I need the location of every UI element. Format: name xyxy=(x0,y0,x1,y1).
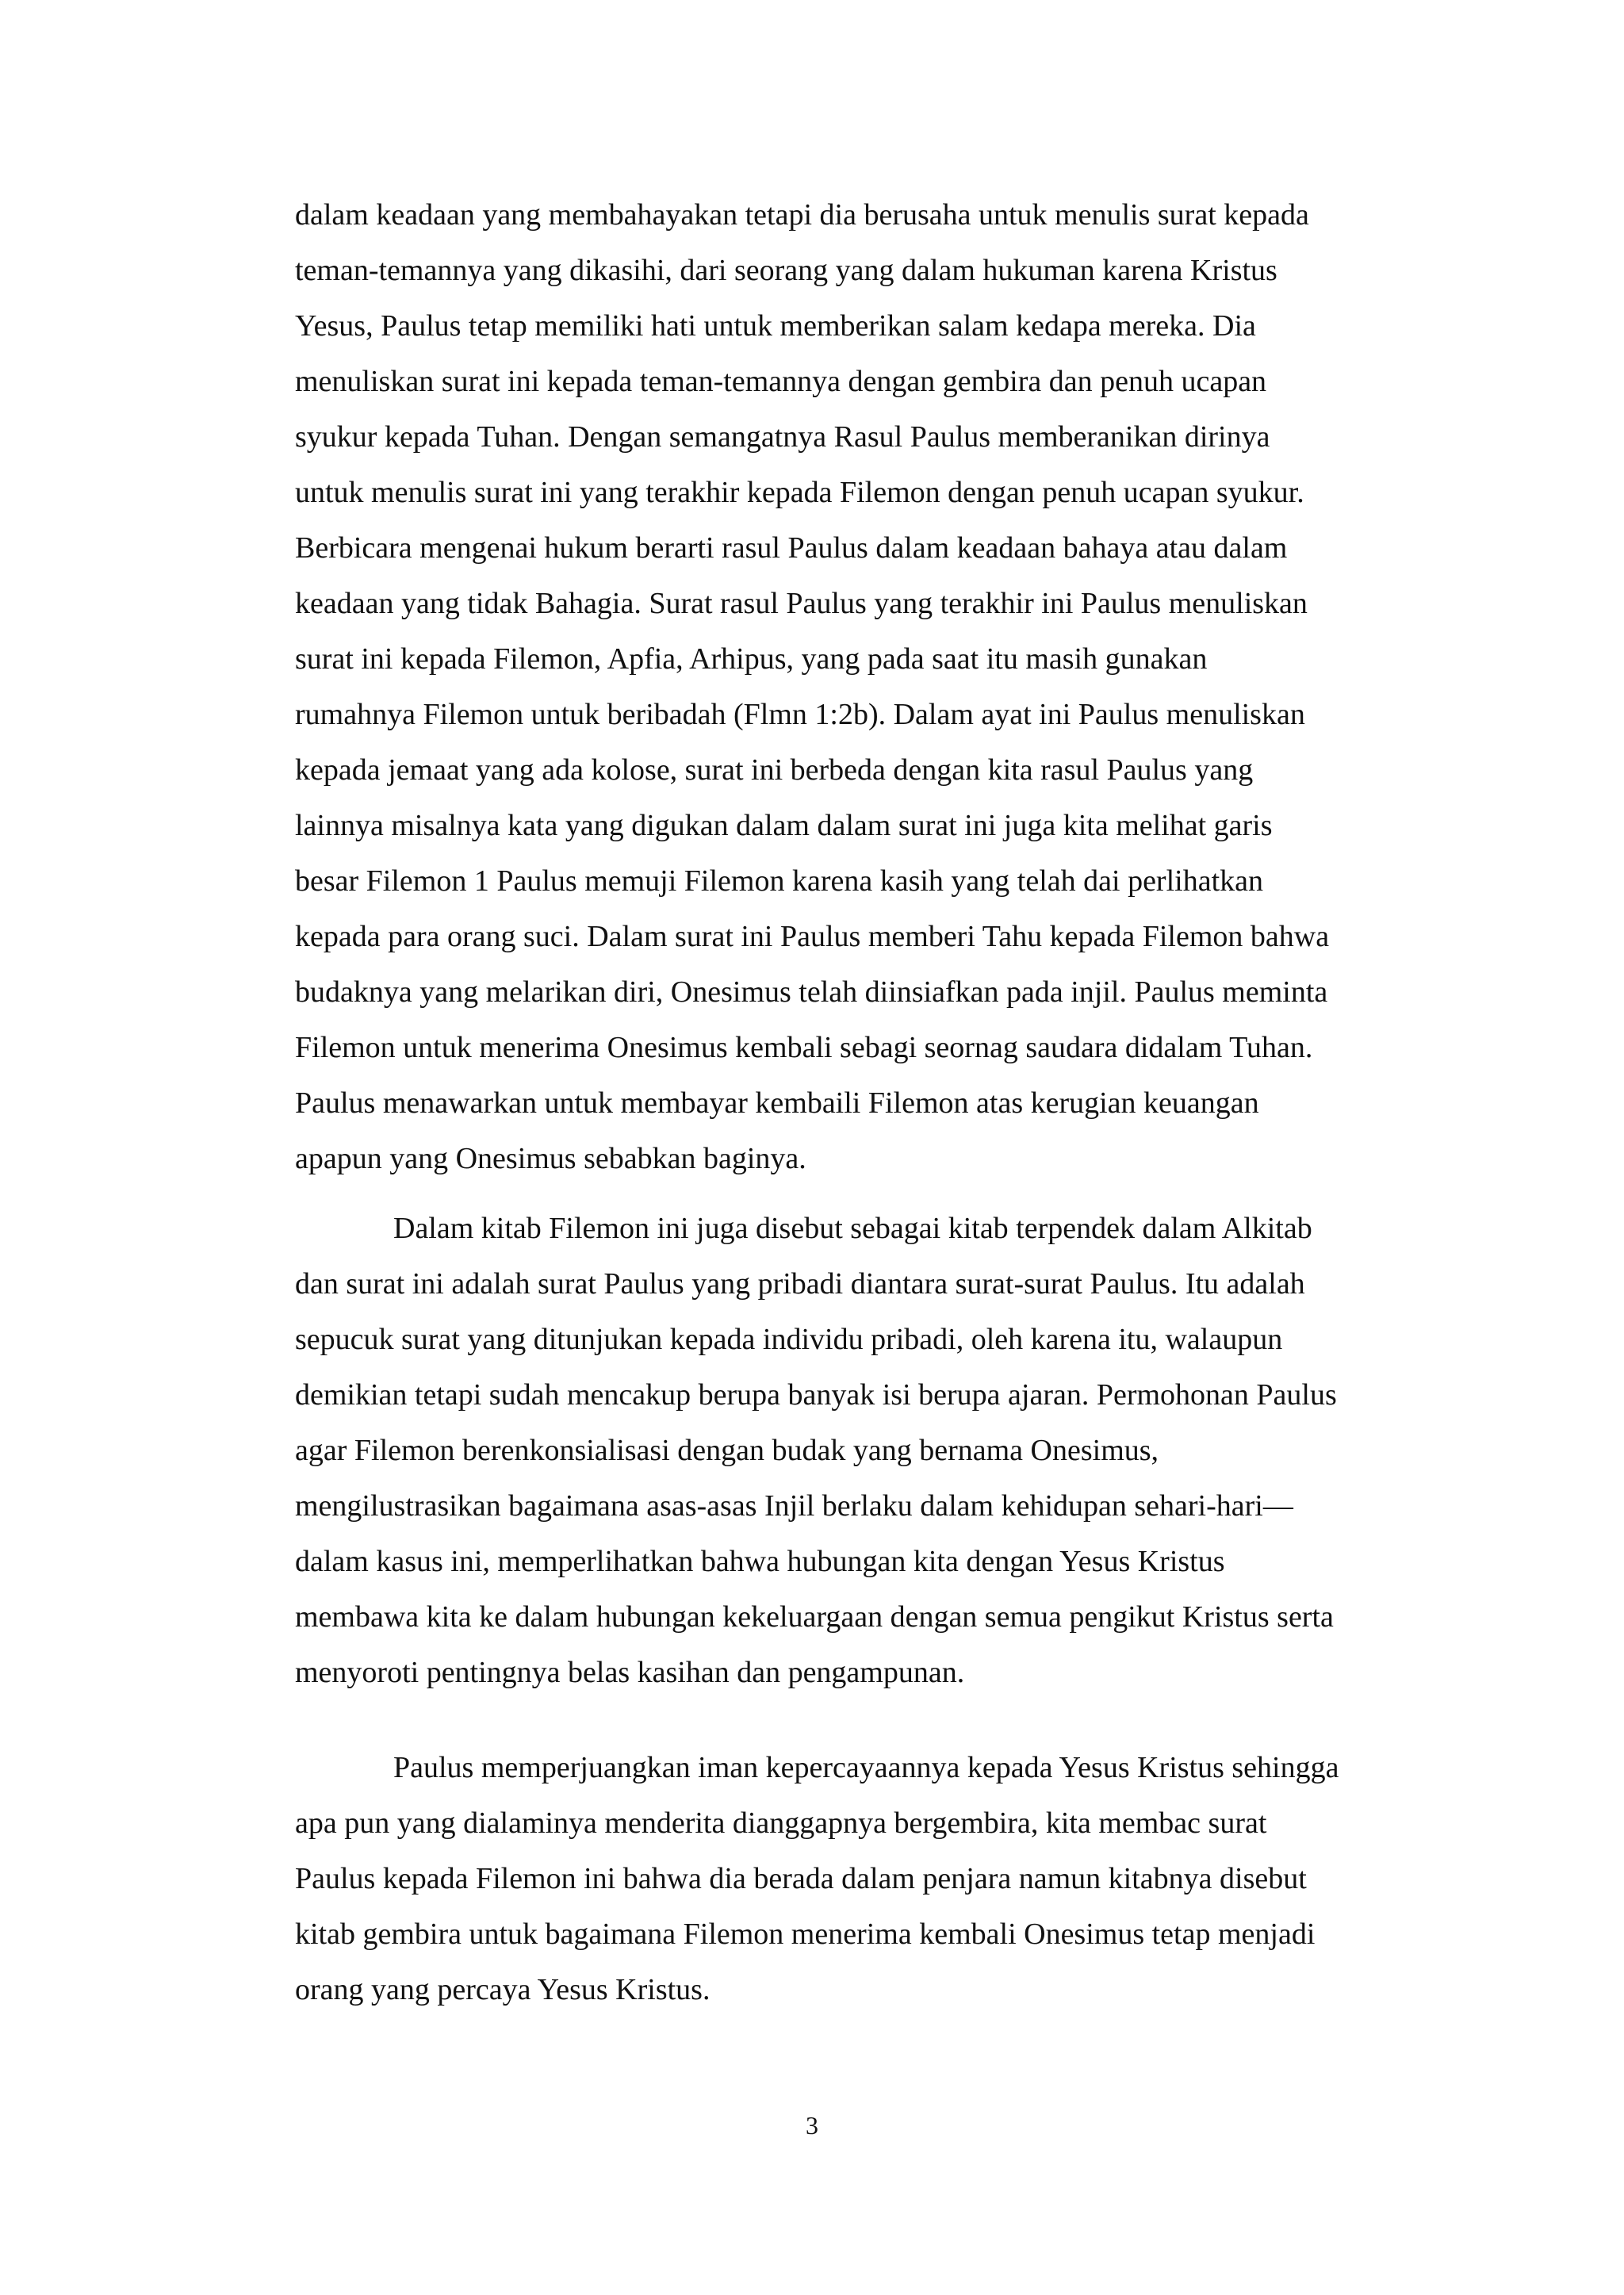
paragraph-3 xyxy=(295,1740,1421,2017)
paragraph-line: kitab gembira untuk bagaimana Filemon menerima kembali Onesimus tetap menjadi xyxy=(295,1918,1316,1951)
paragraph-line: apapun yang Onesimus sebabkan baginya. xyxy=(295,1142,806,1175)
paragraph-line: Paulus menawarkan untuk membayar kembaili Filemon atas kerugian keuangan xyxy=(295,1086,1259,1120)
paragraph-line: rumahnya Filemon untuk beribadah (Flmn 1:2b). Dalam ayat ini Paulus menuliskan xyxy=(295,698,1305,731)
page-number: 3 xyxy=(806,2111,818,2140)
paragraph-line: Dalam kitab Filemon ini juga disebut sebagai kitab terpendek dalam Alkitab xyxy=(393,1212,1312,1245)
paragraph-line: membawa kita ke dalam hubungan kekeluargaan dengan semua pengikut Kristus serta xyxy=(295,1600,1334,1634)
paragraph-line: agar Filemon berenkonsialisasi dengan budak yang bernama Onesimus, xyxy=(295,1434,1159,1467)
paragraph-line: teman-temannya yang dikasihi, dari seorang yang dalam hukuman karena Kristus xyxy=(295,254,1277,287)
paragraph-1 xyxy=(295,187,1421,1186)
paragraph-line: mengilustrasikan bagaimana asas-asas Injil berlaku dalam kehidupan sehari-hari— xyxy=(295,1489,1293,1523)
paragraph-line: kepada jemaat yang ada kolose, surat ini berbeda dengan kita rasul Paulus yang xyxy=(295,753,1254,787)
paragraph-2 xyxy=(295,1201,1421,1700)
paragraph-line: apa pun yang dialaminya menderita dianggapnya bergembira, kita membac surat xyxy=(295,1806,1267,1840)
paragraph-line: Filemon untuk menerima Onesimus kembali sebagi seornag saudara didalam Tuhan. xyxy=(295,1031,1313,1064)
paragraph-line: menuliskan surat ini kepada teman-temannya dengan gembira dan penuh ucapan xyxy=(295,365,1267,398)
paragraph-line: sepucuk surat yang ditunjukan kepada individu pribadi, oleh karena itu, walaupun xyxy=(295,1323,1283,1356)
paragraph-line: surat ini kepada Filemon, Apfia, Arhipus, yang pada saat itu masih gunakan xyxy=(295,642,1208,676)
paragraph-line: Paulus kepada Filemon ini bahwa dia berada dalam penjara namun kitabnya disebut xyxy=(295,1862,1307,1895)
paragraph-line: Yesus, Paulus tetap memiliki hati untuk memberikan salam kedapa mereka. Dia xyxy=(295,309,1256,343)
paragraph-line: Berbicara mengenai hukum berarti rasul Paulus dalam keadaan bahaya atau dalam xyxy=(295,531,1288,565)
paragraph-line: untuk menulis surat ini yang terakhir kepada Filemon dengan penuh ucapan syukur. xyxy=(295,476,1304,509)
paragraph-line: dan surat ini adalah surat Paulus yang pribadi diantara surat-surat Paulus. Itu adalah xyxy=(295,1267,1305,1301)
paragraph-line: kepada para orang suci. Dalam surat ini Paulus memberi Tahu kepada Filemon bahwa xyxy=(295,920,1330,953)
paragraph-line: menyoroti pentingnya belas kasihan dan pengampunan. xyxy=(295,1656,965,1689)
paragraph-line: keadaan yang tidak Bahagia. Surat rasul Paulus yang terakhir ini Paulus menuliskan xyxy=(295,587,1308,620)
paragraph-line: lainnya misalnya kata yang digukan dalam dalam surat ini juga kita melihat garis xyxy=(295,809,1273,842)
paragraph-line: demikian tetapi sudah mencakup berupa banyak isi berupa ajaran. Permohonan Paulus xyxy=(295,1378,1337,1412)
paragraph-line: dalam kasus ini, memperlihatkan bahwa hubungan kita dengan Yesus Kristus xyxy=(295,1545,1225,1578)
paragraph-line: budaknya yang melarikan diri, Onesimus telah diinsiafkan pada injil. Paulus meminta xyxy=(295,975,1328,1009)
paragraph-line: besar Filemon 1 Paulus memuji Filemon karena kasih yang telah dai perlihatkan xyxy=(295,864,1263,898)
paragraph-line: dalam keadaan yang membahayakan tetapi dia berusaha untuk menulis surat kepada xyxy=(295,198,1309,232)
paragraph-line: Paulus memperjuangkan iman kepercayaannya kepada Yesus Kristus sehingga xyxy=(393,1751,1339,1784)
paragraph-line: syukur kepada Tuhan. Dengan semangatnya Rasul Paulus memberanikan dirinya xyxy=(295,420,1270,454)
paragraph-line: orang yang percaya Yesus Kristus. xyxy=(295,1973,710,2006)
